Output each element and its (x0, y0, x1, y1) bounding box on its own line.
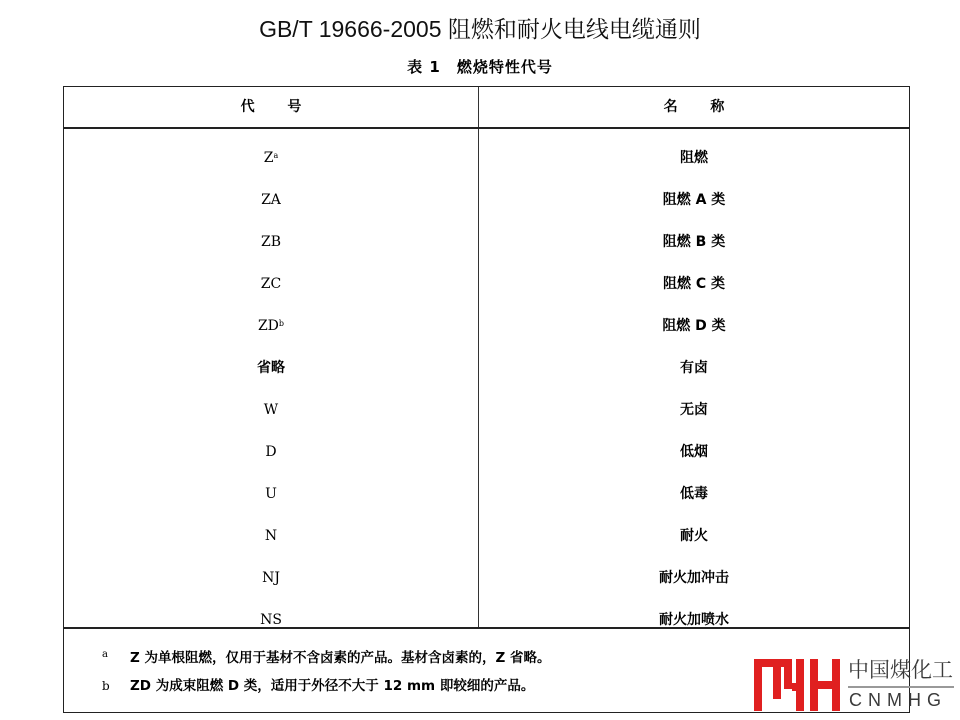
footnote-marker: a (273, 151, 279, 160)
code-cell: $ZD^b$ (257, 318, 285, 334)
table-row (64, 527, 909, 569)
footnote-mark: a (102, 649, 108, 660)
header-name: 名 称 (663, 99, 739, 115)
logo-mark-icon (752, 655, 844, 713)
code-cell: ZC (260, 276, 282, 292)
table-row (64, 443, 909, 485)
name-cell: 无卤 (680, 402, 708, 418)
logo-english-text: CNMHG (849, 690, 947, 710)
name-cell: 阻燃 D 类 (662, 318, 726, 334)
footnote-b (102, 677, 822, 705)
name-cell: 阻燃 C 类 (662, 276, 726, 292)
footnote-a (102, 649, 822, 677)
company-logo (752, 655, 957, 715)
document-title: GB/T 19666-2005 阻燃和耐火电线电缆通则 (259, 16, 701, 42)
table-row (64, 569, 909, 611)
table-row (64, 359, 909, 401)
properties-table (63, 86, 910, 713)
name-cell: 耐火加喷水 (659, 612, 729, 628)
code-cell: U (265, 486, 277, 502)
table-row (64, 611, 909, 653)
code-cell: W (263, 402, 279, 418)
header-code: 代 号 (240, 99, 316, 115)
table-row (64, 317, 909, 359)
table-body (64, 149, 909, 653)
footnote-mark: b (102, 679, 110, 693)
code-cell: N (264, 528, 278, 544)
table-row (64, 191, 909, 233)
name-cell: 阻燃 (680, 150, 708, 166)
logo-chinese-text: 中国煤化工 (848, 658, 953, 682)
code-cell: ZB (260, 234, 281, 250)
table-notes (102, 649, 822, 705)
code-cell: NJ (262, 570, 280, 586)
code-cell: 省略 (257, 360, 285, 376)
name-cell: 阻燃 B 类 (662, 234, 726, 250)
header-divider (64, 127, 909, 129)
table-row (64, 149, 909, 191)
footnote-marker: b (278, 319, 285, 328)
code-cell: D (265, 444, 277, 460)
logo-divider (848, 686, 954, 688)
footnote-text: ZD 为成束阻燃 D 类，适用于外径不大于 12 mm 即较细的产品。 (130, 678, 535, 694)
code-cell: $Z^a$ (263, 150, 279, 166)
table-caption: 表 1 燃烧特性代号 (407, 58, 553, 76)
code-cell: NS (260, 612, 282, 628)
name-cell: 低毒 (680, 486, 708, 502)
name-cell: 耐火 (680, 528, 708, 544)
code-cell: ZA (261, 192, 281, 208)
name-cell: 有卤 (680, 360, 708, 376)
table-row (64, 401, 909, 443)
footnote-text: Z 为单根阻燃，仅用于基材不含卤素的产品。基材含卤素的，Z 省略。 (130, 650, 551, 666)
table-row (64, 275, 909, 317)
name-cell: 耐火加冲击 (659, 570, 729, 586)
table-row (64, 485, 909, 527)
name-cell: 低烟 (680, 444, 708, 460)
name-cell: 阻燃 A 类 (662, 192, 726, 208)
table-row (64, 233, 909, 275)
